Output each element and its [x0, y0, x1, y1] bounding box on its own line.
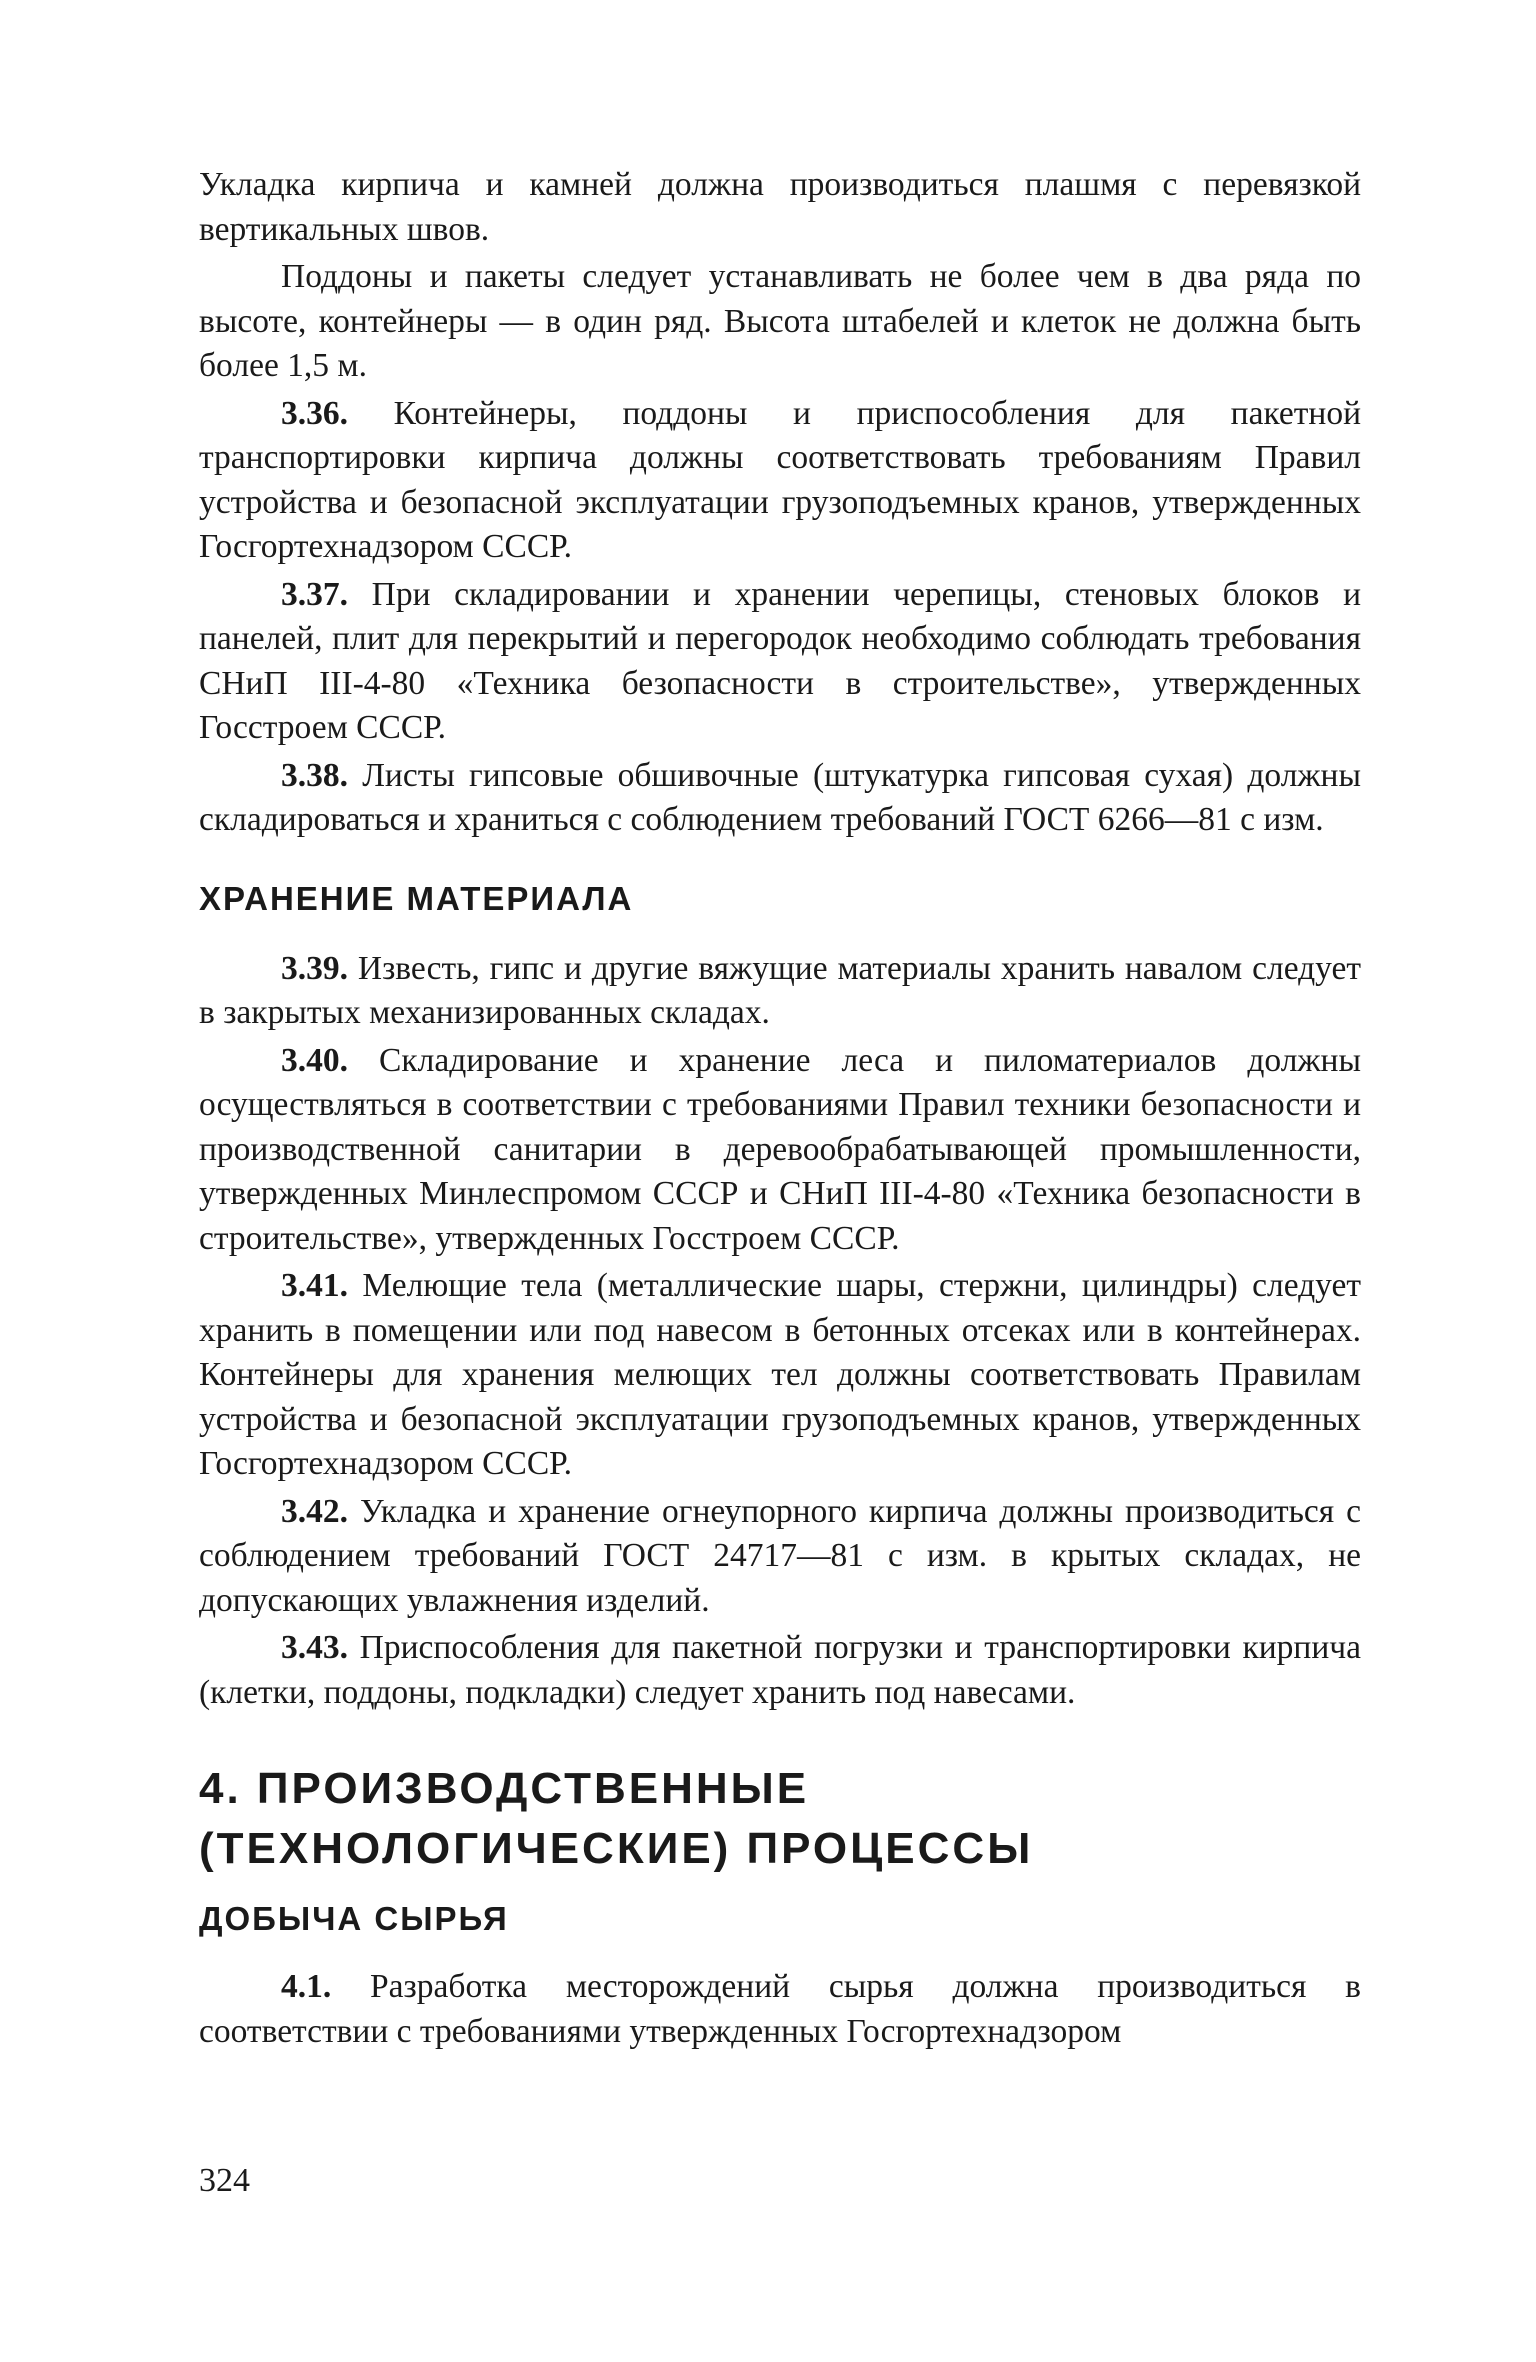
paragraph-text: Укладка и хранение огнеупорного кирпича должны производиться с соблюдением требований ГОСТ 24717—81 с изм. в крытых складах, не допускающих увлажнения изделий. — [199, 1492, 1361, 1619]
paragraph-text: Контейнеры, поддоны и приспособления для пакетной транспортировки кирпича должны соответствовать требованиям Правил устройства и безопасной эксплуатации грузоподъемных кранов, утвержденных Госгортехнадзором СССР. — [199, 394, 1361, 565]
paragraph-text: Листы гипсовые обшивочные (штукатурка гипсовая сухая) должны складироваться и храниться с соблюдением требований ГОСТ 6266—81 с изм. — [199, 756, 1361, 838]
paragraph-3-42 — [199, 1490, 1361, 1624]
paragraph-text: Мелющие тела (металлические шары, стержни, цилиндры) следует хранить в помещении или под навесом в бетонных отсеках или в контейнерах. Контейнеры для хранения мелющих тел должны соответствовать Правилам устройства и безопасной эксплуатации грузоподъемных кранов, утвержденных Госгортехнадзором СССР. — [199, 1267, 1361, 1482]
paragraph-text: Укладка кирпича и камней должна производиться плашмя с перевязкой вертикальных швов. — [199, 166, 1361, 248]
clause-number: 3.39. — [281, 949, 348, 987]
clause-number: 3.38. — [281, 756, 348, 794]
paragraph-3-38 — [199, 754, 1361, 843]
clause-number: 3.40. — [281, 1041, 348, 1079]
page-content — [199, 163, 1361, 2054]
paragraph-text: Разработка месторождений сырья должна производиться в соответствии с требованиями утвержденных Госгортехнадзором — [199, 1968, 1361, 2050]
paragraph-text: При складировании и хранении черепицы, стеновых блоков и панелей, плит для перекрытий и перегородок необходимо соблюдать требования СНиП III-4-80 «Техника безопасности в строительстве», утвержденных Госстроем СССР. — [199, 575, 1361, 746]
paragraph-pallets — [199, 255, 1361, 389]
clause-number: 3.36. — [281, 394, 348, 432]
paragraph-3-36 — [199, 392, 1361, 570]
paragraph-4-1 — [199, 1965, 1361, 2054]
paragraph-text: Поддоны и пакеты следует устанавливать не более чем в два ряда по высоте, контейнеры — в один ряд. Высота штабелей и клеток не должна быть более 1,5 м. — [199, 258, 1361, 384]
chapter-heading-line2: (ТЕХНОЛОГИЧЕСКИЕ) ПРОЦЕССЫ — [199, 1824, 1034, 1873]
paragraph-text: Известь, гипс и другие вяжущие материалы хранить навалом следует в закрытых механизированных складах. — [199, 949, 1361, 1031]
paragraph-3-41 — [199, 1264, 1361, 1487]
paragraph-3-39 — [199, 947, 1361, 1036]
section-heading: ХРАНЕНИЕ МАТЕРИАЛА — [199, 879, 634, 917]
paragraph-text: Складирование и хранение леса и пиломатериалов должны осуществляться в соответствии с требованиями Правил техники безопасности и производственной санитарии в деревообрабатывающей промышленности, утвержденных Минлеспромом СССР и СНиП III-4-80 «Техника безопасности в строительстве», утвержденных Госстроем СССР. — [199, 1041, 1361, 1257]
subsection-heading: ДОБЫЧА СЫРЬЯ — [199, 1900, 509, 1937]
paragraph-3-43 — [199, 1626, 1361, 1715]
clause-number: 3.41. — [281, 1267, 348, 1304]
paragraph-text: Приспособления для пакетной погрузки и транспортировки кирпича (клетки, поддоны, подкладки) следует хранить под навесами. — [199, 1629, 1361, 1711]
clause-number: 3.43. — [281, 1629, 348, 1666]
paragraph-3-37 — [199, 573, 1361, 751]
page-number: 324 — [199, 2162, 250, 2199]
paragraph-bricklaying — [199, 163, 1361, 252]
clause-number: 3.42. — [281, 1492, 348, 1530]
paragraph-3-40 — [199, 1039, 1361, 1262]
clause-number: 3.37. — [281, 575, 348, 613]
clause-number: 4.1. — [281, 1968, 332, 2005]
chapter-heading — [199, 1759, 1361, 1879]
chapter-heading-line1: 4. ПРОИЗВОДСТВЕННЫЕ — [199, 1764, 810, 1813]
